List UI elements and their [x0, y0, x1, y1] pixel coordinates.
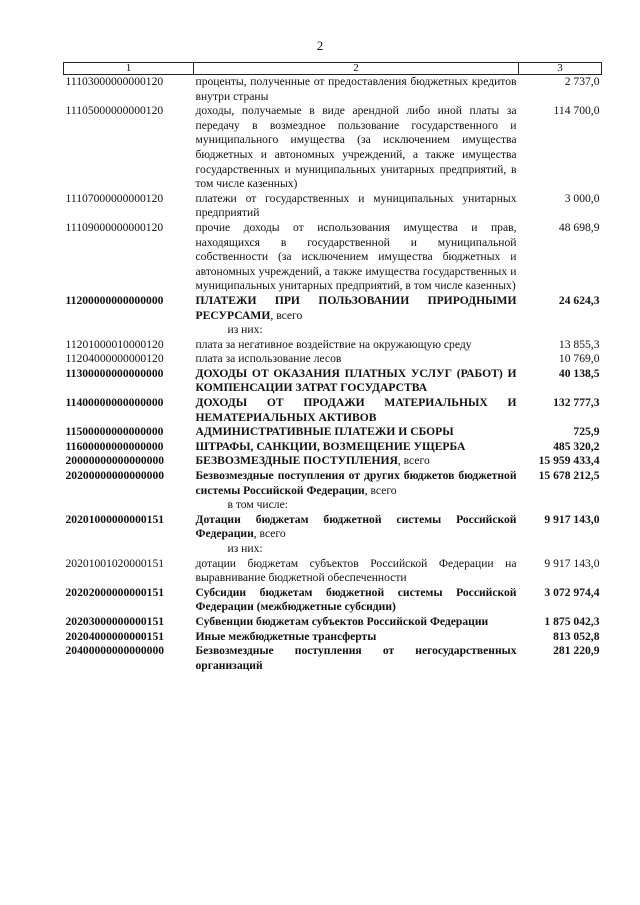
row-value: 813 052,8 — [553, 629, 600, 643]
row-description-suffix: , всего — [270, 308, 303, 322]
row-value — [519, 323, 602, 338]
row-value: 132 777,3 — [553, 396, 600, 410]
row-description-text: доходы, получаемые в виде арендной либо иной платы за передачу в возмездное пользование государственного и муниципального имущества (за исключением имущества бюджетных и автономных учреждений, а также имущества государственных и муниципальных унитарных предприятий, в том числе казенных) — [195, 104, 517, 191]
row-description-text: Безвозмездные поступления от других бюджетов бюджетной системы Российской Федерации — [195, 469, 517, 497]
row-description-text: платежи от государственных и муниципальных унитарных предприятий — [195, 191, 517, 220]
row-description — [194, 425, 519, 440]
row-code: 11103000000000120 — [65, 75, 164, 88]
table-note-row — [64, 498, 602, 513]
row-code: 20000000000000000 — [65, 454, 165, 468]
row-description-text: плата за использование лесов — [195, 352, 342, 366]
row-value: 15 959 433,4 — [538, 454, 600, 468]
row-description-text: Безвозмездные поступления от негосударственных организаций — [195, 644, 517, 672]
row-value: 9 917 143,0 — [544, 556, 600, 570]
row-description — [194, 542, 519, 557]
table-row — [64, 644, 602, 673]
row-description-suffix: , всего — [397, 454, 430, 468]
row-code: 20203000000000151 — [65, 614, 165, 628]
row-description — [194, 75, 519, 105]
row-value: 114 700,0 — [553, 104, 600, 118]
table-row — [64, 440, 602, 455]
row-description — [194, 352, 519, 367]
table-row — [64, 396, 602, 425]
table-body — [64, 75, 602, 674]
table-row — [64, 469, 602, 498]
row-description-text: дотации бюджетам субъектов Российской Федерации на выравнивание бюджетной обеспеченности — [195, 556, 517, 585]
table-row — [64, 513, 602, 542]
column-header-description: 2 — [194, 63, 519, 75]
row-description — [194, 104, 519, 192]
row-value: 10 769,0 — [558, 352, 600, 366]
table-row — [64, 294, 602, 323]
row-value: 2 737,0 — [564, 75, 600, 88]
row-value: 725,9 — [573, 425, 600, 439]
row-description-text: ПЛАТЕЖИ ПРИ ПОЛЬЗОВАНИИ ПРИРОДНЫМИ РЕСУРСАМИ — [195, 293, 517, 322]
row-code — [64, 498, 194, 513]
table-row — [64, 75, 602, 105]
row-value: 485 320,2 — [553, 439, 600, 453]
column-header-code: 1 — [64, 63, 194, 75]
row-description-text: Иные межбюджетные трансферты — [195, 629, 377, 643]
row-value — [519, 498, 602, 513]
row-description-text: ШТРАФЫ, САНКЦИИ, ВОЗМЕЩЕНИЕ УЩЕРБА — [195, 439, 466, 453]
row-code: 20200000000000000 — [65, 469, 165, 483]
row-code: 11204000000000120 — [65, 352, 164, 366]
row-value: 40 138,5 — [558, 366, 600, 380]
row-value: 48 698,9 — [558, 220, 600, 234]
row-description-text: из них: — [227, 323, 263, 337]
table-header-row — [64, 63, 602, 75]
row-code: 11107000000000120 — [65, 191, 164, 205]
table-row — [64, 338, 602, 353]
row-value: 3 072 974,4 — [544, 585, 600, 599]
table-row — [64, 192, 602, 221]
table-row — [64, 454, 602, 469]
row-description — [194, 294, 519, 323]
table-row — [64, 425, 602, 440]
row-value: 281 220,9 — [553, 644, 600, 658]
table-row — [64, 104, 602, 192]
row-description — [194, 367, 519, 396]
table-row — [64, 586, 602, 615]
table-note-row — [64, 323, 602, 338]
row-code: 11105000000000120 — [65, 104, 164, 118]
row-description-text: АДМИНИСТРАТИВНЫЕ ПЛАТЕЖИ И СБОРЫ — [195, 425, 454, 439]
row-value: 3 000,0 — [564, 191, 600, 205]
row-description-text: проценты, полученные от предоставления бюджетных кредитов внутри страны — [195, 75, 517, 103]
row-description-text: прочие доходы от использования имущества и прав, находящихся в государственной и муниципальной собственности (за исключением имущества бюджетных и автономных учреждений, а также имущества государственных и муниципальных унитарных предприятий, в том числе казенных) — [195, 220, 517, 293]
page-number: 2 — [316, 38, 324, 53]
row-value: 15 678 212,5 — [538, 469, 600, 483]
row-value: 9 917 143,0 — [544, 512, 600, 526]
row-code: 20201001020000151 — [65, 556, 165, 570]
column-header-value: 3 — [519, 63, 602, 75]
row-code: 20400000000000000 — [65, 644, 165, 658]
row-code: 20204000000000151 — [65, 629, 165, 643]
row-description — [194, 338, 519, 353]
row-description — [194, 644, 519, 673]
row-description-suffix: , всего — [364, 483, 397, 497]
row-code — [64, 542, 194, 557]
row-description — [194, 323, 519, 338]
row-description-text: Субсидии бюджетам бюджетной системы Российской Федерации (межбюджетные субсидии) — [195, 585, 517, 614]
row-description — [194, 454, 519, 469]
row-description — [194, 557, 519, 586]
row-description-text: Дотации бюджетам бюджетной системы Российской Федерации — [195, 512, 517, 541]
row-description-text: ДОХОДЫ ОТ ОКАЗАНИЯ ПЛАТНЫХ УСЛУГ (РАБОТ) И КОМПЕНСАЦИИ ЗАТРАТ ГОСУДАРСТВА — [195, 366, 517, 395]
table-row — [64, 352, 602, 367]
budget-table — [63, 62, 602, 673]
table-row — [64, 630, 602, 645]
row-description — [194, 615, 519, 630]
table-note-row — [64, 542, 602, 557]
row-value — [519, 542, 602, 557]
table-row — [64, 367, 602, 396]
row-description-suffix: , всего — [253, 527, 286, 541]
row-code: 20202000000000151 — [65, 585, 165, 599]
row-description — [194, 192, 519, 221]
row-description — [194, 498, 519, 513]
row-code: 11109000000000120 — [65, 220, 164, 234]
table-row — [64, 557, 602, 586]
row-code: 11201000010000120 — [65, 337, 164, 351]
row-code: 11500000000000000 — [65, 425, 164, 439]
row-description-text: в том числе: — [227, 498, 288, 512]
row-description — [194, 586, 519, 615]
row-value: 13 855,3 — [558, 337, 600, 351]
row-description — [194, 440, 519, 455]
row-description — [194, 221, 519, 294]
row-description-text: БЕЗВОЗМЕЗДНЫЕ ПОСТУПЛЕНИЯ — [195, 454, 398, 468]
row-description-text: Субвенции бюджетам субъектов Российской Федерации — [195, 614, 489, 628]
row-description-text: плата за негативное воздействие на окружающую среду — [195, 337, 472, 351]
row-code: 11300000000000000 — [65, 366, 164, 380]
row-value: 1 875 042,3 — [544, 614, 600, 628]
row-code: 11200000000000000 — [65, 293, 164, 307]
row-code: 20201000000000151 — [65, 512, 165, 526]
table-row — [64, 221, 602, 294]
row-code — [64, 323, 194, 338]
row-code: 11400000000000000 — [65, 396, 164, 410]
row-description — [194, 396, 519, 425]
row-description — [194, 513, 519, 542]
row-description-text: ДОХОДЫ ОТ ПРОДАЖИ МАТЕРИАЛЬНЫХ И НЕМАТЕРИАЛЬНЫХ АКТИВОВ — [195, 396, 517, 424]
row-description-text: из них: — [227, 542, 263, 555]
row-code: 11600000000000000 — [65, 439, 164, 453]
row-description — [194, 469, 519, 498]
row-value: 24 624,3 — [558, 293, 600, 307]
table-row — [64, 615, 602, 630]
row-description — [194, 630, 519, 645]
